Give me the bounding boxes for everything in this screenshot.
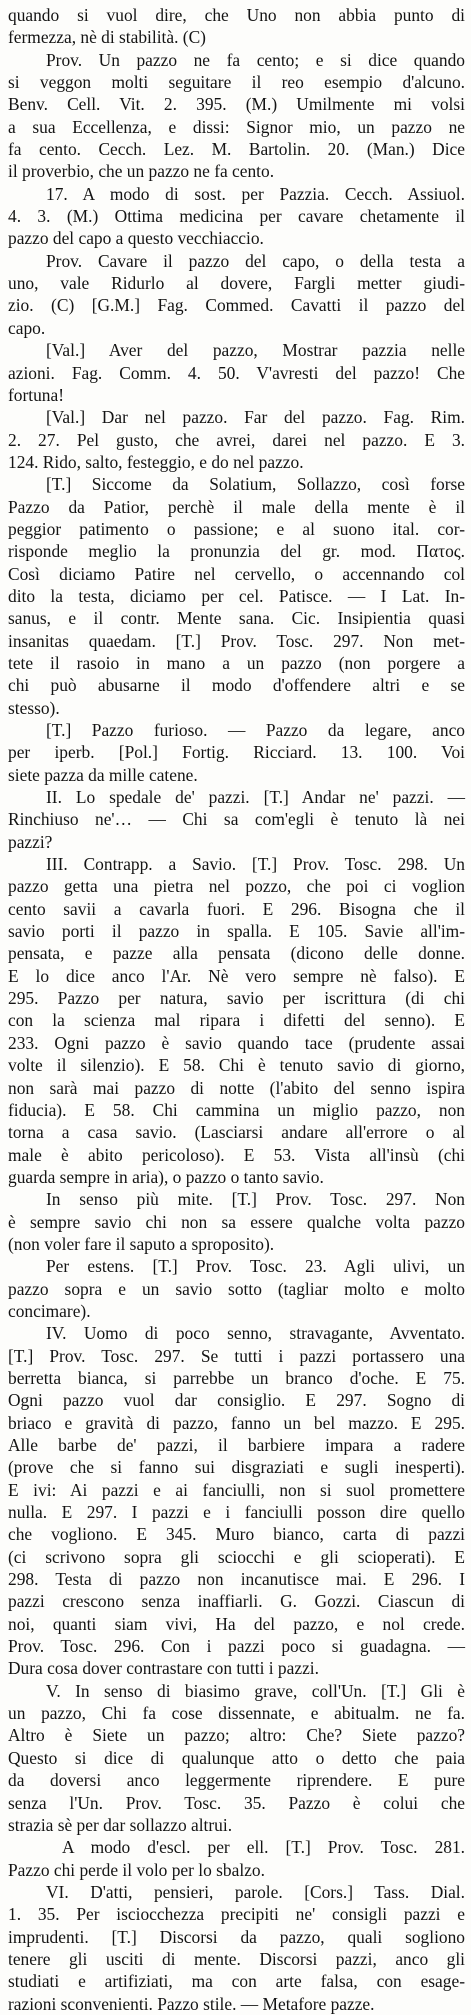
text-line: nulla. E 297. I pazzi e i fanciulli posson dire quello <box>8 1502 465 1523</box>
text-line: E lo dice anco l'Ar. Nè vero sempre nè falso). E <box>8 965 465 986</box>
text-line: [T.] Siccome da Solatium, Sollazzo, così forse <box>46 474 465 495</box>
text-line: Prov. Un pazzo ne fa cento; e si dice quando <box>46 49 465 70</box>
text-line: volte il silenzio). E 58. Chi è tenuto savio di giorno, <box>8 1055 465 1076</box>
text-line: [Val.] Aver del pazzo, Mostrar pazzia nelle <box>46 340 465 361</box>
text-line: che vogliono. E 345. Muro bianco, carta di pazzi <box>8 1524 465 1545</box>
text-line: 2. 27. Pel gusto, che avrei, darei nel pazzo. E 3. <box>8 429 465 450</box>
text-line: concimare). <box>8 1300 91 1321</box>
text-line: con la scienza mal ripara i difetti del senno). E <box>8 1010 465 1031</box>
text-line: 4. 3. (M.) Ottima medicina per cavare chetamente il <box>8 206 465 227</box>
text-line: 1. 35. Per isciocchezza precipiti ne' consigli pazzi e <box>8 1904 465 1925</box>
text-line: 298. Testa di pazzo non incanutisce mai. E 296. I <box>8 1569 465 1590</box>
text-line: sanus, e il contr. Mente sana. Cic. Insipientia quasi <box>8 608 465 629</box>
text-line: Altro è Siete un pazzo; altro: Che? Siete pazzo? <box>8 1725 465 1746</box>
text-line: VI. D'atti, pensieri, parole. [Cors.] Tass. Dial. <box>46 1881 465 1902</box>
text-line: Rinchiuso ne'… — Chi sa com'egli è tenuto là nei <box>8 809 465 830</box>
text-line: V. In senso di biasimo grave, coll'Un. [T.] Gli è <box>46 1680 465 1701</box>
text-line: non sarà mai pazzo di notte (l'abito del senno ispira <box>8 1077 465 1098</box>
text-line: 233. Ogni pazzo è savio quando tace (prudente assai <box>8 1032 465 1053</box>
text-line: Benv. Cell. Vit. 2. 395. (M.) Umilmente mi volsi <box>8 94 465 115</box>
text-line: a sua Eccellenza, e dissi: Signor mio, un pazzo ne <box>8 116 465 137</box>
text-line: razioni sconvenienti. Pazzo stile. — Metafore pazze. <box>8 1993 375 2014</box>
text-line: torna a casa savio. (Lasciarsi andare all'errore o al <box>8 1122 465 1143</box>
text-line: pazzi crescono senza inaffiarli. G. Gozzi. Ciascun di <box>8 1591 465 1612</box>
text-line: uno, vale Ridurlo al dovere, Fargli metter giudi- <box>8 273 465 294</box>
text-line: (prove che si fanno sui disgraziati e sugli inesperti). <box>8 1457 465 1478</box>
text-line: A modo d'escl. per ell. [T.] Prov. Tosc. 281. <box>62 1837 465 1858</box>
text-line: Questo si dice di qualunque atto o detto che paia <box>8 1747 465 1768</box>
text-line: è sempre savio chi non sa essere qualche volta pazzo <box>8 1211 465 1232</box>
text-line: pazzo sopra e un savio sotto (tagliar molto e molto <box>8 1278 465 1299</box>
text-line: In senso più mite. [T.] Prov. Tosc. 297. Non <box>46 1189 465 1210</box>
text-line: Così diciamo Patire nel cervello, o accennando col <box>8 563 465 584</box>
text-line: imprudenti. [T.] Discorsi da pazzo, quali sogliono <box>8 1926 465 1947</box>
text-line: azioni. Fag. Comm. 4. 50. V'avresti del pazzo! Che <box>8 362 465 383</box>
text-line: si veggon molti seguitare il reo esempio d'alcuno. <box>8 72 465 93</box>
text-line: senza l'Un. Prov. Tosc. 35. Pazzo è colui che <box>8 1792 465 1813</box>
text-line: berretta bianca, si parrebbe un branco d'oche. E 75. <box>8 1367 465 1388</box>
text-line: pazzo del capo a questo vecchiaccio. <box>8 228 264 249</box>
text-line: fermezza, nè di stabilità. (C) <box>8 27 206 48</box>
text-line: IV. Uomo di poco senno, stravagante, Avventato. <box>46 1323 465 1344</box>
text-line: Dura cosa dover contrastare con tutti i pazzi. <box>8 1658 319 1679</box>
text-line: (ci scrivono sopra gli sciocchi e gli scioperati). E <box>8 1546 465 1567</box>
text-line: guarda sempre in aria), o pazzo o tanto savio. <box>8 1166 324 1187</box>
text-line: Alle barbe de' pazzi, il barbiere impara a radere <box>8 1435 465 1455</box>
text-line: Pazzo chi perde il volo per lo sbalzo. <box>8 1859 265 1880</box>
text-line: fa cento. Cecch. Lez. M. Bartolin. 20. (Man.) Dice <box>8 139 465 160</box>
text-line: un pazzo, Chi fa cose dissennate, e abitualm. ne fa. <box>8 1703 465 1724</box>
text-line: studiati e artifiziati, ma con arte falsa, con esage- <box>8 1971 465 1992</box>
text-line: risponde meglio la pronunzia del gr. mod. Πατος. <box>8 541 465 562</box>
text-line: tete il rasoio in mano a un pazzo (non porgere a <box>8 652 465 673</box>
text-line: pazzi? <box>8 831 53 852</box>
text-line: Pazzo da Patior, perchè il male della mente è il <box>8 496 465 517</box>
text-line: savio porti il pazzo in spalla. E 105. Savie all'im- <box>8 921 465 942</box>
text-line: [T.] Prov. Tosc. 297. Se tutti i pazzi portassero una <box>8 1345 465 1366</box>
text-line: (non voler fare il saputo a sproposito). <box>8 1233 275 1254</box>
text-line: briaco e gravità di pazzo, fanno un bel mazzo. E 295. <box>8 1412 465 1433</box>
text-line: chi può abusarne il modo d'offendere altri e se <box>8 675 465 696</box>
text-line: da doversi anco leggermente riprendere. E pure <box>8 1770 465 1791</box>
text-line: per iperb. [Pol.] Fortig. Ricciard. 13. 100. Voi <box>8 742 465 763</box>
text-line: pazzo getta una pietra nel pozzo, che poi ci voglion <box>8 876 465 897</box>
text-line: pensata, e pazze alla pensata (dicono delle donne. <box>8 943 465 964</box>
text-line: III. Contrapp. a Savio. [T.] Prov. Tosc. 298. Un <box>46 854 465 875</box>
text-line: peggior patimento o passione; e al suono ital. cor- <box>8 518 465 539</box>
text-line: Ogni pazzo vuol dar consiglio. E 297. Sogno di <box>8 1390 465 1411</box>
text-line: dito la testa, diciamo per cel. Patisce. — I Lat. In- <box>8 585 465 606</box>
text-line: fortuna! <box>8 384 65 405</box>
text-line: il proverbio, che un pazzo ne fa cento. <box>8 161 275 182</box>
text-line: noi, quanti siam vivi, Ha del pazzo, e nol crede. <box>8 1613 465 1634</box>
text-line: stesso). <box>8 697 60 718</box>
text-line: E ivi: Ai pazzi e ai fanciulli, non si suol promettere <box>8 1479 465 1500</box>
text-line: insanitas quaedam. [T.] Prov. Tosc. 297. Non met- <box>8 630 465 651</box>
text-line: siete pazza da mille catene. <box>8 764 198 785</box>
text-line: 124. Rido, salto, festeggio, e do nel pazzo. <box>8 451 304 472</box>
text-line: II. Lo spedale de' pazzi. [T.] Andar ne' pazzi. — <box>46 787 465 808</box>
text-line: Per estens. [T.] Prov. Tosc. 23. Agli ulivi, un <box>46 1256 465 1277</box>
text-line: [T.] Pazzo furioso. — Pazzo da legare, anco <box>46 720 465 740</box>
text-line: 17. A modo di sost. per Pazzia. Cecch. Assiuol. <box>46 183 465 204</box>
text-line: zio. (C) [G.M.] Fag. Commed. Cavatti il pazzo del <box>8 295 465 316</box>
text-line: 295. Pazzo per natura, savio per iscrittura (di chi <box>8 988 465 1009</box>
text-line: cento savii a cavarla fuori. E 296. Bisogna che il <box>8 898 465 919</box>
text-line: quando si vuol dire, che Uno non abbia punto di <box>8 5 465 25</box>
text-line: [Val.] Dar nel pazzo. Far del pazzo. Fag. Rim. <box>46 407 465 428</box>
dictionary-entry-text <box>8 4 465 2015</box>
text-line: capo. <box>8 317 46 338</box>
text-line: male è abito pericoloso). E 53. Vista all'insù (chi <box>8 1144 465 1165</box>
text-line: fiducia). E 58. Chi cammina un miglio pazzo, non <box>8 1099 465 1120</box>
text-line: strazia sè per dar sollazzo altrui. <box>8 1814 233 1835</box>
text-line: Prov. Tosc. 296. Con i pazzi poco si guadagna. — <box>8 1636 465 1657</box>
text-line: tenere gli usciti di mente. Discorsi pazzi, anco gli <box>8 1948 465 1969</box>
text-line: Prov. Cavare il pazzo del capo, o della testa a <box>46 250 465 271</box>
